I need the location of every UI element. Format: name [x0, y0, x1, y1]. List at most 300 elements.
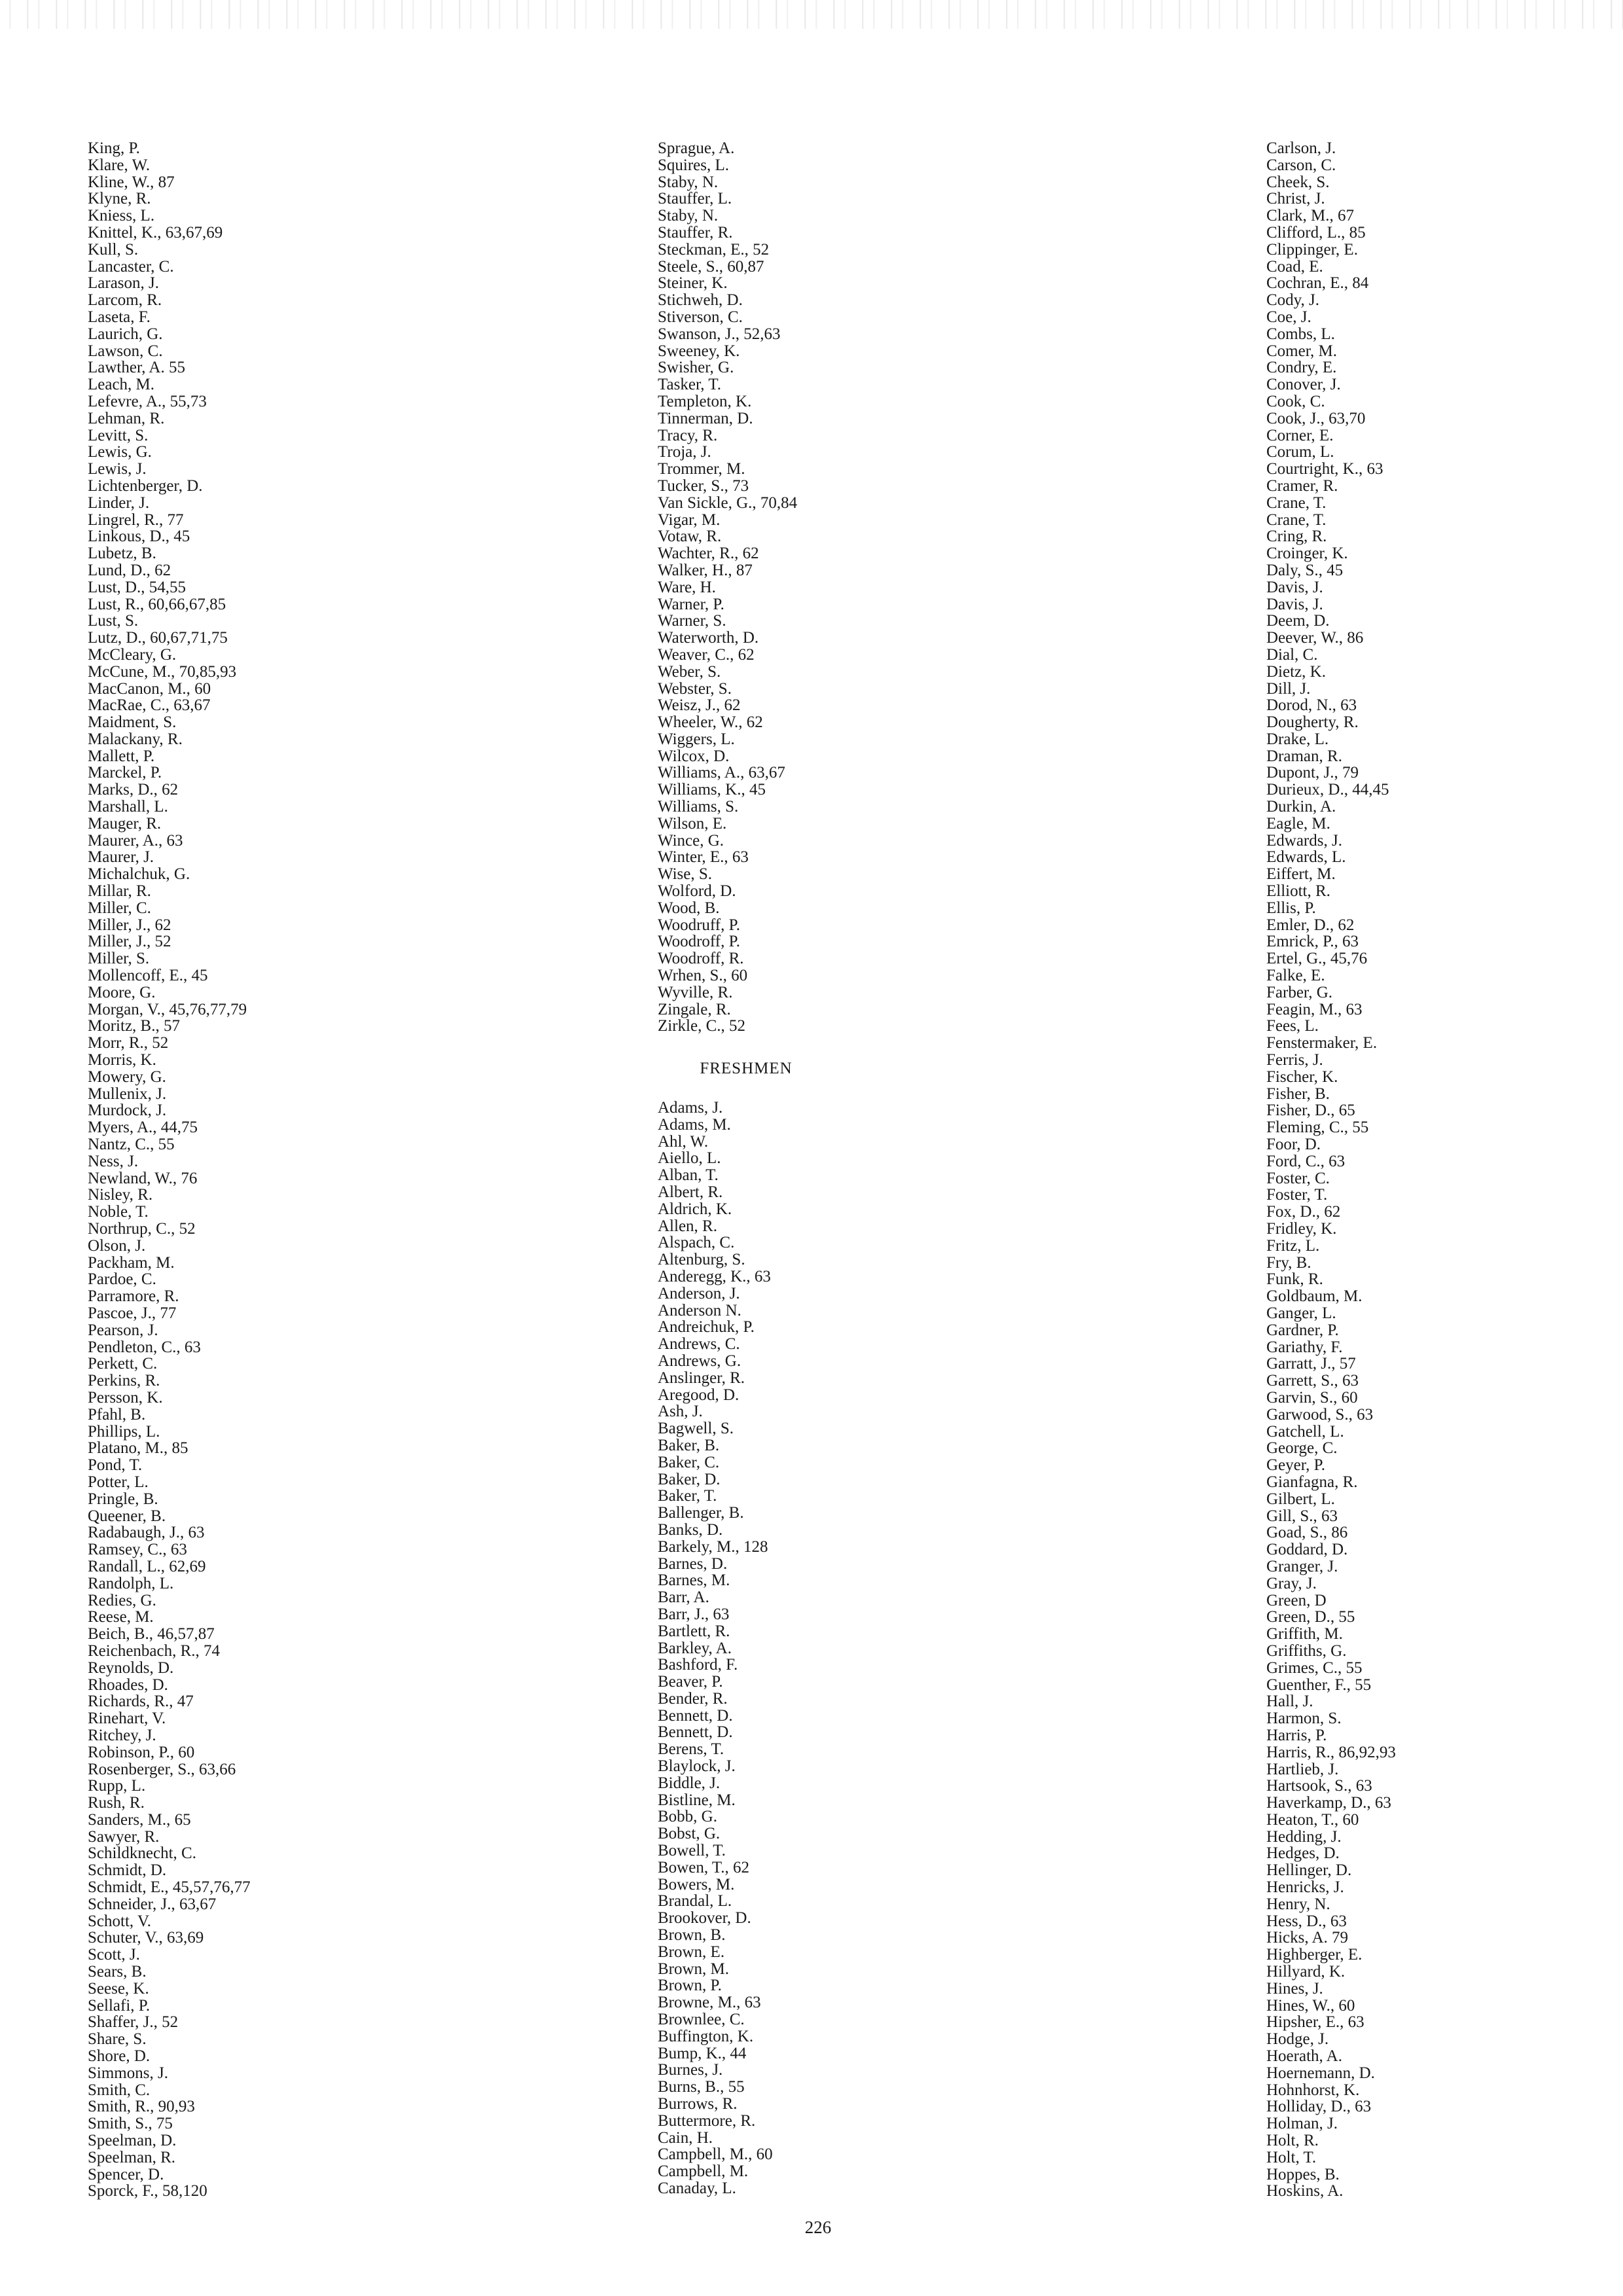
index-entry: Garrett, S., 63 [1266, 1372, 1359, 1390]
index-entry: Ritchey, J. [88, 1726, 156, 1744]
index-entry: Tasker, T. [658, 376, 721, 394]
index-entry: Marshall, L. [88, 798, 168, 816]
index-entry: Ramsey, C., 63 [88, 1541, 187, 1559]
index-entry: Smith, R., 90,93 [88, 2098, 195, 2116]
index-entry: Lehman, R. [88, 409, 165, 427]
index-entry: Smith, S., 75 [88, 2115, 173, 2133]
index-entry: Marks, D., 62 [88, 781, 179, 799]
index-entry: Corner, E. [1266, 426, 1334, 444]
index-entry: Ellis, P. [1266, 899, 1316, 917]
index-entry: Steckman, E., 52 [658, 240, 770, 259]
index-entry: Ahl, W. [658, 1132, 709, 1151]
index-entry: Burnes, J. [658, 2061, 723, 2079]
index-entry: Gray, J. [1266, 1574, 1317, 1592]
index-entry: Croinger, K. [1266, 545, 1348, 563]
index-entry: Richards, R., 47 [88, 1693, 194, 1711]
index-entry: Henricks, J. [1266, 1878, 1344, 1897]
index-entry: Hohnhorst, K. [1266, 2081, 1360, 2099]
index-entry: Edwards, L. [1266, 848, 1346, 867]
index-entry: Maurer, A., 63 [88, 831, 183, 850]
index-entry: Hines, W., 60 [1266, 1996, 1355, 2015]
index-entry: Bennett, D. [658, 1723, 733, 1742]
index-entry: Altenburg, S. [658, 1251, 745, 1269]
index-entry: Pendleton, C., 63 [88, 1338, 201, 1356]
index-entry: Miller, J., 52 [88, 933, 171, 951]
index-entry: Linkous, D., 45 [88, 528, 190, 546]
index-entry: Bagwell, S. [658, 1420, 734, 1438]
index-entry: Van Sickle, G., 70,84 [658, 493, 798, 512]
index-entry: Carson, C. [1266, 156, 1336, 174]
index-entry: Lancaster, C. [88, 257, 174, 276]
index-entry: Hoerath, A. [1266, 2047, 1342, 2066]
index-entry: Guenther, F., 55 [1266, 1676, 1372, 1694]
index-entry: Fleming, C., 55 [1266, 1119, 1369, 1137]
index-entry: Ness, J. [88, 1152, 139, 1170]
index-entry: Gilbert, L. [1266, 1490, 1335, 1508]
index-entry: Foster, T. [1266, 1186, 1328, 1204]
index-entry: Millar, R. [88, 882, 151, 901]
index-entry: Spencer, D. [88, 2165, 164, 2183]
freshmen-heading: FRESHMEN [700, 1060, 793, 1077]
index-entry: Cheek, S. [1266, 173, 1330, 191]
index-entry: Wachter, R., 62 [658, 545, 759, 563]
index-entry: Hicks, A. 79 [1266, 1929, 1348, 1947]
index-entry: Holt, R. [1266, 2132, 1319, 2150]
index-entry: Knittel, K., 63,67,69 [88, 223, 223, 242]
index-entry: Ballenger, B. [658, 1504, 744, 1522]
index-entry: Woodroff, P. [658, 933, 741, 951]
index-entry: Rosenberger, S., 63,66 [88, 1760, 236, 1778]
index-entry: Votaw, R. [658, 528, 722, 546]
index-entry: Radabaugh, J., 63 [88, 1524, 205, 1542]
index-entry: Lubetz, B. [88, 545, 156, 563]
index-entry: Hines, J. [1266, 1979, 1323, 1998]
index-entry: Condry, E. [1266, 359, 1337, 377]
index-entry: Rupp, L. [88, 1777, 146, 1795]
index-entry: Schmidt, D. [88, 1861, 167, 1880]
index-entry: Bowers, M. [658, 1875, 735, 1893]
index-entry: Williams, S. [658, 798, 739, 816]
index-entry: Beaver, P. [658, 1673, 723, 1691]
index-entry: Marckel, P. [88, 764, 162, 782]
index-entry: Weaver, C., 62 [658, 645, 755, 664]
index-entry: Fritz, L. [1266, 1236, 1320, 1255]
index-entry: Perkett, C. [88, 1355, 158, 1373]
index-entry: Bobb, G. [658, 1808, 717, 1826]
index-entry: MacRae, C., 63,67 [88, 696, 211, 715]
index-entry: Newland, W., 76 [88, 1169, 198, 1187]
index-entry: Hartlieb, J. [1266, 1760, 1339, 1778]
index-entry: Hess, D., 63 [1266, 1912, 1347, 1930]
index-entry: Lust, S. [88, 612, 139, 630]
index-entry: Warner, P. [658, 595, 724, 613]
index-entry: Webster, S. [658, 679, 732, 698]
index-entry: Griffith, M. [1266, 1625, 1343, 1643]
index-entry: Cain, H. [658, 2128, 713, 2147]
index-entry: Sellafi, P. [88, 1996, 151, 2015]
index-entry: Reese, M. [88, 1608, 154, 1626]
index-entry: Fischer, K. [1266, 1067, 1338, 1086]
index-entry: Steele, S., 60,87 [658, 257, 764, 276]
page-number: 226 [804, 2217, 832, 2237]
index-entry: Bobst, G. [658, 1825, 721, 1843]
index-entry: Vigar, M. [658, 511, 721, 529]
index-entry: Wise, S. [658, 865, 713, 884]
index-entry: Fry, B. [1266, 1253, 1311, 1272]
index-entry: Waterworth, D. [658, 629, 759, 647]
index-entry: Bender, R. [658, 1689, 728, 1708]
index-entry: Murdock, J. [88, 1102, 167, 1120]
index-entry: Ware, H. [658, 578, 716, 596]
index-entry: Barkley, A. [658, 1639, 732, 1657]
index-entry: Share, S. [88, 2030, 147, 2049]
index-entry: Adams, J. [658, 1099, 723, 1117]
index-entry: Coe, J. [1266, 308, 1311, 326]
index-entry: Hoernemann, D. [1266, 2064, 1375, 2082]
index-entry: Tinnerman, D. [658, 409, 753, 427]
index-entry: Nantz, C., 55 [88, 1136, 175, 1154]
index-entry: Troja, J. [658, 443, 711, 461]
index-entry: Blaylock, J. [658, 1757, 736, 1776]
index-entry: Swanson, J., 52,63 [658, 325, 781, 343]
index-entry: Lust, R., 60,66,67,85 [88, 595, 226, 613]
index-entry: Bartlett, R. [658, 1622, 730, 1640]
index-entry: Hoppes, B. [1266, 2165, 1340, 2183]
index-entry: Barnes, M. [658, 1571, 730, 1590]
index-entry: Miller, J., 62 [88, 916, 171, 934]
index-entry: Mullenix, J. [88, 1085, 167, 1103]
index-entry: Pearson, J. [88, 1321, 158, 1339]
index-entry: Persson, K. [88, 1388, 163, 1407]
index-entry: Barnes, D. [658, 1554, 728, 1573]
index-entry: Deem, D. [1266, 612, 1330, 630]
index-entry: Bennett, D. [658, 1706, 733, 1725]
index-entry: Klare, W. [88, 156, 151, 174]
index-entry: Wolford, D. [658, 882, 736, 901]
index-entry: Seese, K. [88, 1979, 149, 1998]
index-entry: Sweeney, K. [658, 342, 740, 360]
index-entry: Noble, T. [88, 1203, 149, 1221]
index-entry: Green, D., 55 [1266, 1608, 1355, 1626]
index-entry: Anderson, J. [658, 1284, 740, 1302]
index-entry: Lawther, A. 55 [88, 359, 185, 377]
index-entry: Barr, A. [658, 1588, 709, 1607]
index-entry: Fees, L. [1266, 1017, 1319, 1035]
index-entry: Lichtenberger, D. [88, 476, 203, 495]
index-entry: Hall, J. [1266, 1693, 1313, 1711]
index-entry: Trommer, M. [658, 460, 745, 478]
index-entry: Ganger, L. [1266, 1304, 1336, 1322]
index-entry: Wilcox, D. [658, 747, 730, 765]
index-entry: Schneider, J., 63,67 [88, 1895, 217, 1913]
index-entry: Foor, D. [1266, 1136, 1321, 1154]
index-entry: Garratt, J., 57 [1266, 1355, 1356, 1373]
index-entry: Harris, R., 86,92,93 [1266, 1743, 1396, 1761]
index-entry: Courtright, K., 63 [1266, 460, 1383, 478]
index-entry: Burns, B., 55 [658, 2078, 745, 2096]
index-entry: Speelman, R. [88, 2148, 176, 2166]
index-entry: Wrhen, S., 60 [658, 967, 748, 985]
index-entry: Olson, J. [88, 1236, 146, 1255]
index-entry: Malackany, R. [88, 730, 183, 748]
index-entry: Redies, G. [88, 1591, 156, 1609]
index-entry: Christ, J. [1266, 190, 1325, 208]
index-entry: Kniess, L. [88, 207, 155, 225]
index-entry: Tracy, R. [658, 426, 718, 444]
index-entry: Dorod, N., 63 [1266, 696, 1357, 715]
index-entry: Goddard, D. [1266, 1541, 1348, 1559]
index-entry: Staby, N. [658, 207, 719, 225]
index-entry: Clifford, L., 85 [1266, 223, 1366, 242]
index-entry: Larcom, R. [88, 291, 162, 310]
index-entry: Platano, M., 85 [88, 1439, 188, 1458]
index-entry: Barr, J., 63 [658, 1605, 730, 1623]
index-entry: Cook, C. [1266, 392, 1325, 410]
index-entry: Biddle, J. [658, 1774, 721, 1792]
index-entry: Holman, J. [1266, 2115, 1338, 2133]
index-entry: Lawson, C. [88, 342, 163, 360]
index-entry: Andrews, C. [658, 1335, 740, 1354]
index-entry: Fridley, K. [1266, 1220, 1337, 1238]
index-entry: Wiggers, L. [658, 730, 735, 748]
index-entry: Schildknecht, C. [88, 1844, 196, 1863]
index-entry: Hillyard, K. [1266, 1963, 1346, 1981]
index-entry: Schuter, V., 63,69 [88, 1929, 204, 1947]
index-entry: Garvin, S., 60 [1266, 1388, 1358, 1407]
index-entry: Randolph, L. [88, 1574, 174, 1592]
index-entry: Tucker, S., 73 [658, 476, 749, 495]
index-entry: Harmon, S. [1266, 1710, 1342, 1728]
index-entry: Simmons, J. [88, 2064, 168, 2082]
index-entry: Bowell, T. [658, 1842, 726, 1860]
index-entry: Moore, G. [88, 983, 156, 1001]
index-entry: Baker, D. [658, 1470, 721, 1488]
index-entry: Anderson N. [658, 1301, 741, 1319]
index-entry: Ford, C., 63 [1266, 1152, 1346, 1170]
index-entry: Foster, C. [1266, 1169, 1330, 1187]
index-entry: Farber, G. [1266, 983, 1333, 1001]
index-entry: Parramore, R. [88, 1287, 179, 1306]
index-entry: Williams, A., 63,67 [658, 764, 785, 782]
index-entry: Templeton, K. [658, 392, 752, 410]
index-entry: Kull, S. [88, 240, 139, 259]
index-entry: Allen, R. [658, 1217, 717, 1235]
index-entry: Stichweh, D. [658, 291, 743, 310]
index-entry: Speelman, D. [88, 2132, 177, 2150]
index-entry: Michalchuk, G. [88, 865, 190, 884]
index-entry: Corum, L. [1266, 443, 1334, 461]
index-entry: Walker, H., 87 [658, 561, 753, 579]
index-entry: Larason, J. [88, 274, 159, 293]
index-entry: Hoskins, A. [1266, 2182, 1344, 2200]
index-entry: Dill, J. [1266, 679, 1311, 698]
index-entry: Stauffer, R. [658, 223, 733, 242]
index-entry: Geyer, P. [1266, 1456, 1325, 1475]
index-entry: Shore, D. [88, 2047, 151, 2066]
index-entry: Funk, R. [1266, 1270, 1323, 1289]
index-entry: Harris, P. [1266, 1726, 1327, 1744]
index-entry: Holt, T. [1266, 2148, 1317, 2166]
index-entry: Crane, T. [1266, 511, 1327, 529]
index-entry: Morr, R., 52 [88, 1034, 169, 1052]
index-entry: Carlson, J. [1266, 139, 1336, 157]
index-entry: Cring, R. [1266, 528, 1327, 546]
index-entry: Daly, S., 45 [1266, 561, 1344, 579]
index-entry: Klyne, R. [88, 190, 151, 208]
index-entry: Schott, V. [88, 1912, 152, 1930]
index-entry: Shaffer, J., 52 [88, 2013, 179, 2032]
index-entry: Linder, J. [88, 493, 150, 512]
index-entry: Ferris, J. [1266, 1051, 1323, 1069]
index-entry: Holliday, D., 63 [1266, 2098, 1372, 2116]
index-entry: Morgan, V., 45,76,77,79 [88, 1000, 247, 1018]
index-entry: Wheeler, W., 62 [658, 713, 763, 732]
index-entry: Grimes, C., 55 [1266, 1659, 1363, 1677]
index-entry: Potter, L. [88, 1473, 149, 1491]
index-entry: Albert, R. [658, 1183, 723, 1201]
index-entry: Elliott, R. [1266, 882, 1330, 901]
index-entry: Dupont, J., 79 [1266, 764, 1359, 782]
index-entry: Kline, W., 87 [88, 173, 175, 191]
index-entry: Buttermore, R. [658, 2111, 756, 2130]
index-entry: McCune, M., 70,85,93 [88, 662, 237, 681]
index-entry: Laurich, G. [88, 325, 163, 343]
index-entry: Brown, B. [658, 1926, 726, 1945]
index-entry: Mauger, R. [88, 814, 162, 833]
index-entry: Swisher, G. [658, 359, 734, 377]
index-entry: Northrup, C., 52 [88, 1220, 196, 1238]
index-entry: Griffiths, G. [1266, 1641, 1347, 1660]
index-entry: Hartsook, S., 63 [1266, 1777, 1372, 1795]
index-entry: Coad, E. [1266, 257, 1323, 276]
index-entry: Sawyer, R. [88, 1827, 160, 1846]
index-entry: Cochran, E., 84 [1266, 274, 1369, 293]
index-entry: Clark, M., 67 [1266, 207, 1355, 225]
index-entry: Steiner, K. [658, 274, 728, 293]
index-entry: Lingrel, R., 77 [88, 511, 184, 529]
index-entry: Pringle, B. [88, 1490, 158, 1508]
index-entry: Anderegg, K., 63 [658, 1267, 771, 1285]
index-entry: Edwards, J. [1266, 831, 1342, 850]
name-column-2 [658, 140, 1194, 1035]
index-entry: Alban, T. [658, 1166, 719, 1185]
index-entry: Baker, C. [658, 1453, 720, 1471]
index-entry: Durkin, A. [1266, 798, 1336, 816]
index-entry: Lust, D., 54,55 [88, 578, 186, 596]
index-entry: Weisz, J., 62 [658, 696, 741, 715]
index-entry: Maidment, S. [88, 713, 177, 732]
index-entry: Zirkle, C., 52 [658, 1017, 746, 1035]
index-entry: Zingale, R. [658, 1000, 731, 1018]
index-entry: Falke, E. [1266, 967, 1325, 985]
index-entry: Warner, S. [658, 612, 726, 630]
index-entry: Hodge, J. [1266, 2030, 1329, 2049]
index-entry: Rinehart, V. [88, 1710, 166, 1728]
index-entry: Mallett, P. [88, 747, 155, 765]
index-entry: Berens, T. [658, 1740, 724, 1759]
index-entry: Browne, M., 63 [658, 1994, 761, 2012]
index-entry: Hedges, D. [1266, 1844, 1340, 1863]
index-entry: Adams, M. [658, 1115, 731, 1134]
scan-edge-artifact [0, 0, 1623, 29]
index-entry: Weber, S. [658, 662, 721, 681]
index-entry: Granger, J. [1266, 1557, 1338, 1575]
index-entry: Gill, S., 63 [1266, 1507, 1338, 1525]
index-entry: Drake, L. [1266, 730, 1329, 748]
index-entry: Fox, D., 62 [1266, 1203, 1341, 1221]
index-entry: MacCanon, M., 60 [88, 679, 211, 698]
index-entry: Campbell, M., 60 [658, 2145, 773, 2164]
index-entry: Eagle, M. [1266, 814, 1330, 833]
index-entry: Sanders, M., 65 [88, 1810, 191, 1829]
index-entry: Reynolds, D. [88, 1659, 174, 1677]
index-entry: Andrews, G. [658, 1352, 741, 1370]
index-entry: Ertel, G., 45,76 [1266, 950, 1368, 968]
index-entry: Rush, R. [88, 1794, 145, 1812]
index-entry: Eiffert, M. [1266, 865, 1336, 884]
index-entry: Sears, B. [88, 1963, 147, 1981]
index-entry: Laseta, F. [88, 308, 151, 326]
index-entry: Highberger, E. [1266, 1946, 1363, 1964]
index-entry: Aiello, L. [658, 1149, 721, 1168]
index-entry: Gatchell, L. [1266, 1422, 1344, 1441]
index-entry: Williams, K., 45 [658, 781, 766, 799]
index-entry: Stiverson, C. [658, 308, 743, 326]
index-entry: Reichenbach, R., 74 [88, 1641, 221, 1660]
index-entry: Emrick, P., 63 [1266, 933, 1359, 951]
index-entry: Baker, B. [658, 1436, 720, 1454]
index-entry: Lewis, G. [88, 443, 152, 461]
index-entry: Pardoe, C. [88, 1270, 156, 1289]
index-entry: Pfahl, B. [88, 1405, 146, 1424]
index-entry: Smith, C. [88, 2081, 151, 2099]
index-entry: Bowen, T., 62 [658, 1858, 750, 1876]
index-entry: Bashford, F. [658, 1656, 738, 1674]
index-entry: Bistline, M. [658, 1791, 736, 1809]
index-entry: Miller, S. [88, 950, 150, 968]
index-entry: Beich, B., 46,57,87 [88, 1625, 215, 1643]
index-entry: Squires, L. [658, 156, 730, 174]
index-entry: Cook, J., 63,70 [1266, 409, 1366, 427]
index-entry: Aregood, D. [658, 1386, 740, 1404]
index-entry: Brown, E. [658, 1943, 725, 1961]
index-entry: Levitt, S. [88, 426, 149, 444]
index-entry: Comer, M. [1266, 342, 1338, 360]
index-entry: Fisher, D., 65 [1266, 1102, 1355, 1120]
index-entry: Baker, T. [658, 1487, 717, 1505]
index-entry: Hellinger, D. [1266, 1861, 1352, 1880]
index-entry: Deever, W., 86 [1266, 629, 1364, 647]
index-entry: Buffington, K. [658, 2027, 754, 2045]
index-entry: Queener, B. [88, 1507, 166, 1525]
index-entry: Sprague, A. [658, 139, 735, 157]
name-column-3 [1266, 140, 1620, 2200]
index-entry: Pascoe, J., 77 [88, 1304, 177, 1322]
index-entry: George, C. [1266, 1439, 1338, 1458]
index-entry: Wyville, R. [658, 983, 733, 1001]
index-entry: Brookover, D. [658, 1909, 751, 1928]
index-entry: Campbell, M. [658, 2162, 749, 2181]
index-entry: Andreichuk, P. [658, 1318, 755, 1336]
index-entry: Cody, J. [1266, 291, 1320, 310]
index-entry: Moritz, B., 57 [88, 1017, 180, 1035]
index-entry: Haverkamp, D., 63 [1266, 1794, 1391, 1812]
index-entry: Lefevre, A., 55,73 [88, 392, 207, 410]
index-entry: Rhoades, D. [88, 1676, 168, 1694]
index-entry: Wood, B. [658, 899, 720, 917]
index-entry: Stauffer, L. [658, 190, 732, 208]
index-entry: Maurer, J. [88, 848, 154, 867]
